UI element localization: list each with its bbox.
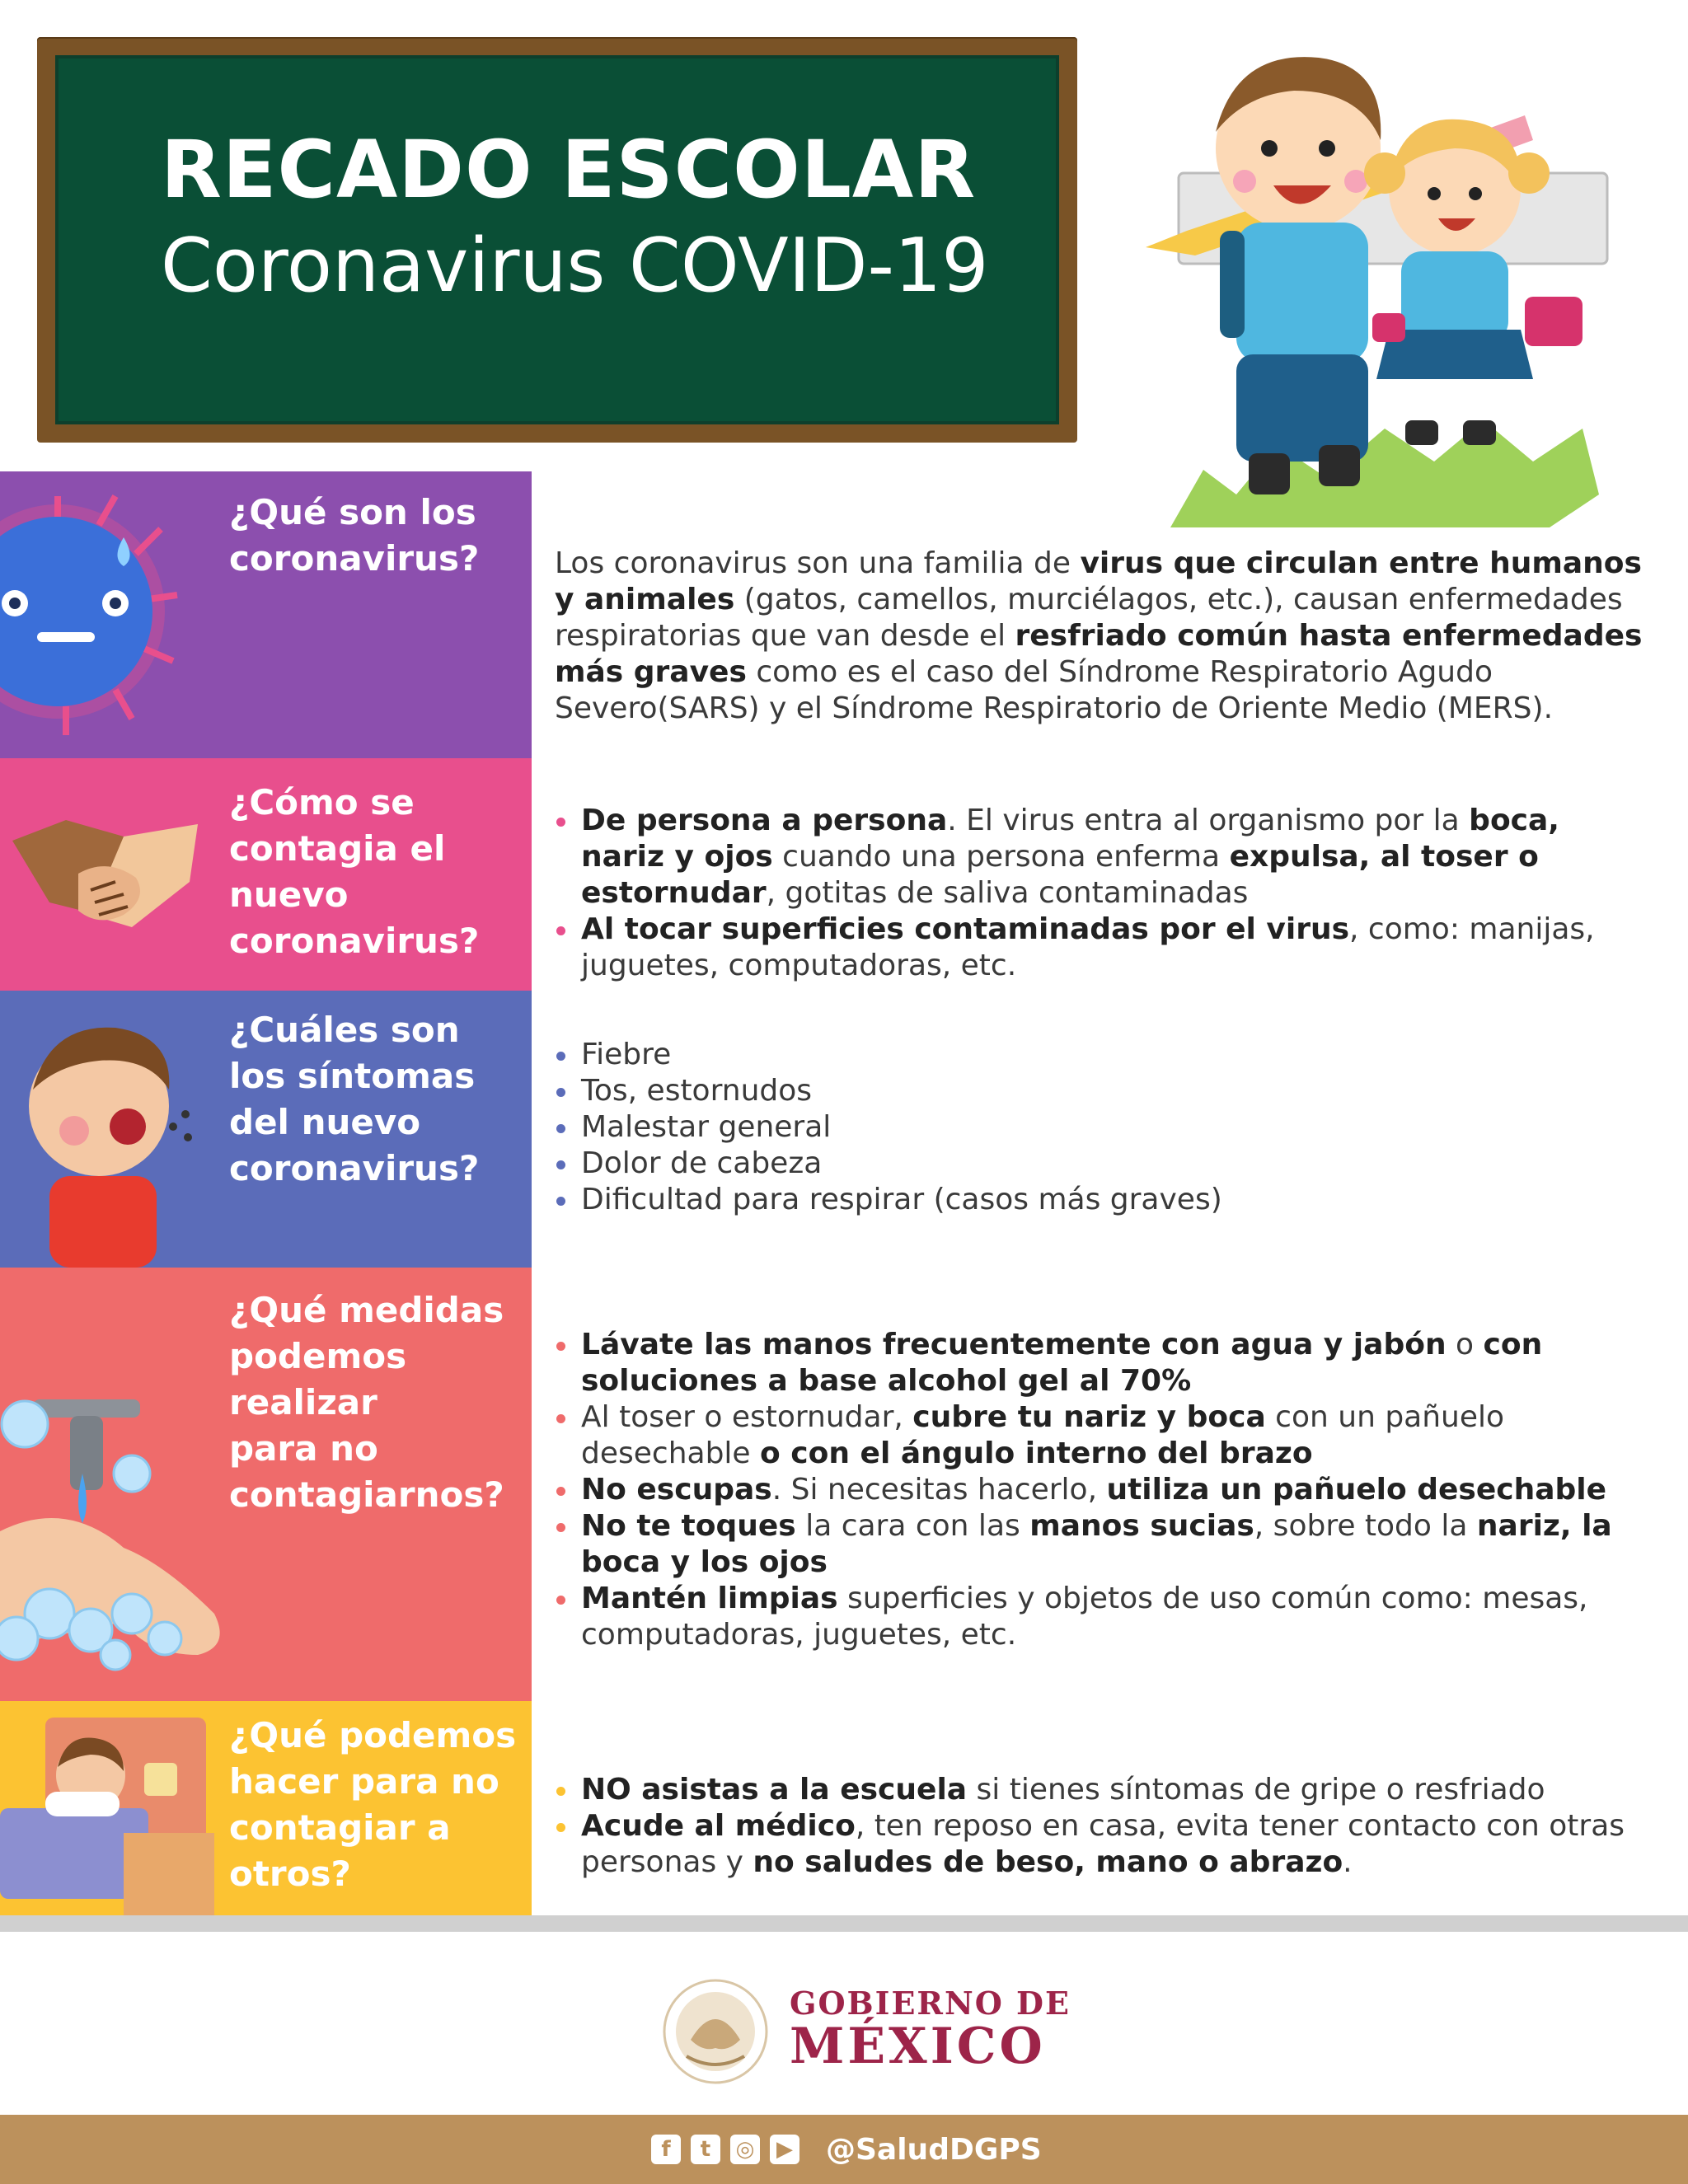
list-item: Dificultad para respirar (casos más graves) [555,1182,1643,1218]
list-item: NO asistas a la escuela si tienes síntomas de gripe o resfriado [555,1772,1643,1808]
list-item: Fiebre [555,1037,1643,1073]
section-avoid-spreading [0,1701,532,1915]
social-handle[interactable]: @SaludDGPS [826,2132,1042,2167]
list-item: Mantén limpias superficies y objetos de uso común como: mesas, computadoras, juguetes, etc. [555,1581,1643,1653]
section-1-text: Los coronavirus son una familia de virus que circulan entre humanos y animales (gatos, camellos, murciélagos, etc.), causan enfermedades respiratorias que van desde el resfriado común hasta enfermedades más graves como es el caso del Síndrome Respiratorio Agudo Severo(SARS) y el Síndrome Respiratorio de Oriente Medio (MERS). [555,546,1643,725]
section-how-is-it-spread [0,758,532,991]
section-5-text [555,1772,1643,1881]
twitter-icon[interactable]: t [691,2135,720,2164]
section-question: ¿Cuáles son los síntomas del nuevo coronavirus? [229,1010,480,1188]
page-subtitle: Coronavirus COVID-19 [161,223,989,309]
list-item: Al tocar superficies contaminadas por el virus, como: manijas, juguetes, computadoras, etc. [555,912,1643,984]
section-question: ¿Qué son los coronavirus? [229,492,480,579]
logo-line-2: MÉXICO [790,2018,1046,2075]
list-item: Tos, estornudos [555,1073,1643,1109]
list-item: Lávate las manos frecuentemente con agua y jabón o con soluciones a base alcohol gel al 70% [555,1327,1643,1399]
social-links [651,2133,1042,2166]
section-3-text [555,1037,1643,1218]
section-4-text [555,1327,1643,1653]
coughing-child-icon [0,991,229,1268]
handwashing-icon [0,1268,229,1701]
section-prevention-measures [0,1268,532,1701]
section-2-text [555,803,1643,984]
divider-bar [0,1915,1688,1932]
list-item: No escupas. Si necesitas hacerlo, utiliza un pañuelo desechable [555,1472,1643,1508]
list-item: Al toser o estornudar, cubre tu nariz y boca con un pañuelo desechable o con el ángulo interno del brazo [555,1399,1643,1472]
facebook-icon[interactable]: f [651,2135,681,2164]
kids-walking-illustration [1137,33,1632,536]
section-question: ¿Qué medidas podemos realizar para no contagiarnos? [229,1290,504,1515]
sick-child-in-bed-icon [0,1701,229,1915]
section-question: ¿Qué podemos hacer para no contagiar a otros? [229,1715,517,1894]
instagram-icon[interactable]: ◎ [730,2135,760,2164]
list-item: Dolor de cabeza [555,1146,1643,1182]
section-symptoms [0,991,532,1268]
list-item: Acude al médico, ten reposo en casa, evita tener contacto con otras personas y no saludes de beso, mano o abrazo. [555,1808,1643,1881]
list-item: De persona a persona. El virus entra al organismo por la boca, nariz y ojos cuando una persona enferma expulsa, al toser o estornudar, gotitas de saliva contaminadas [555,803,1643,912]
section-question: ¿Cómo se contagia el nuevo coronavirus? [229,782,480,961]
handshake-icon [0,758,229,991]
page-title: RECADO ESCOLAR [161,124,977,216]
section-what-are-coronavirus [0,471,532,758]
youtube-icon[interactable]: ▶ [770,2135,799,2164]
list-item: No te toques la cara con las manos sucias, sobre todo la nariz, la boca y los ojos [555,1508,1643,1581]
footer-bar [0,2115,1688,2184]
logo-line-1: GOBIERNO DE [790,1985,1071,2022]
list-item: Malestar general [555,1109,1643,1146]
virus-icon [0,471,229,758]
